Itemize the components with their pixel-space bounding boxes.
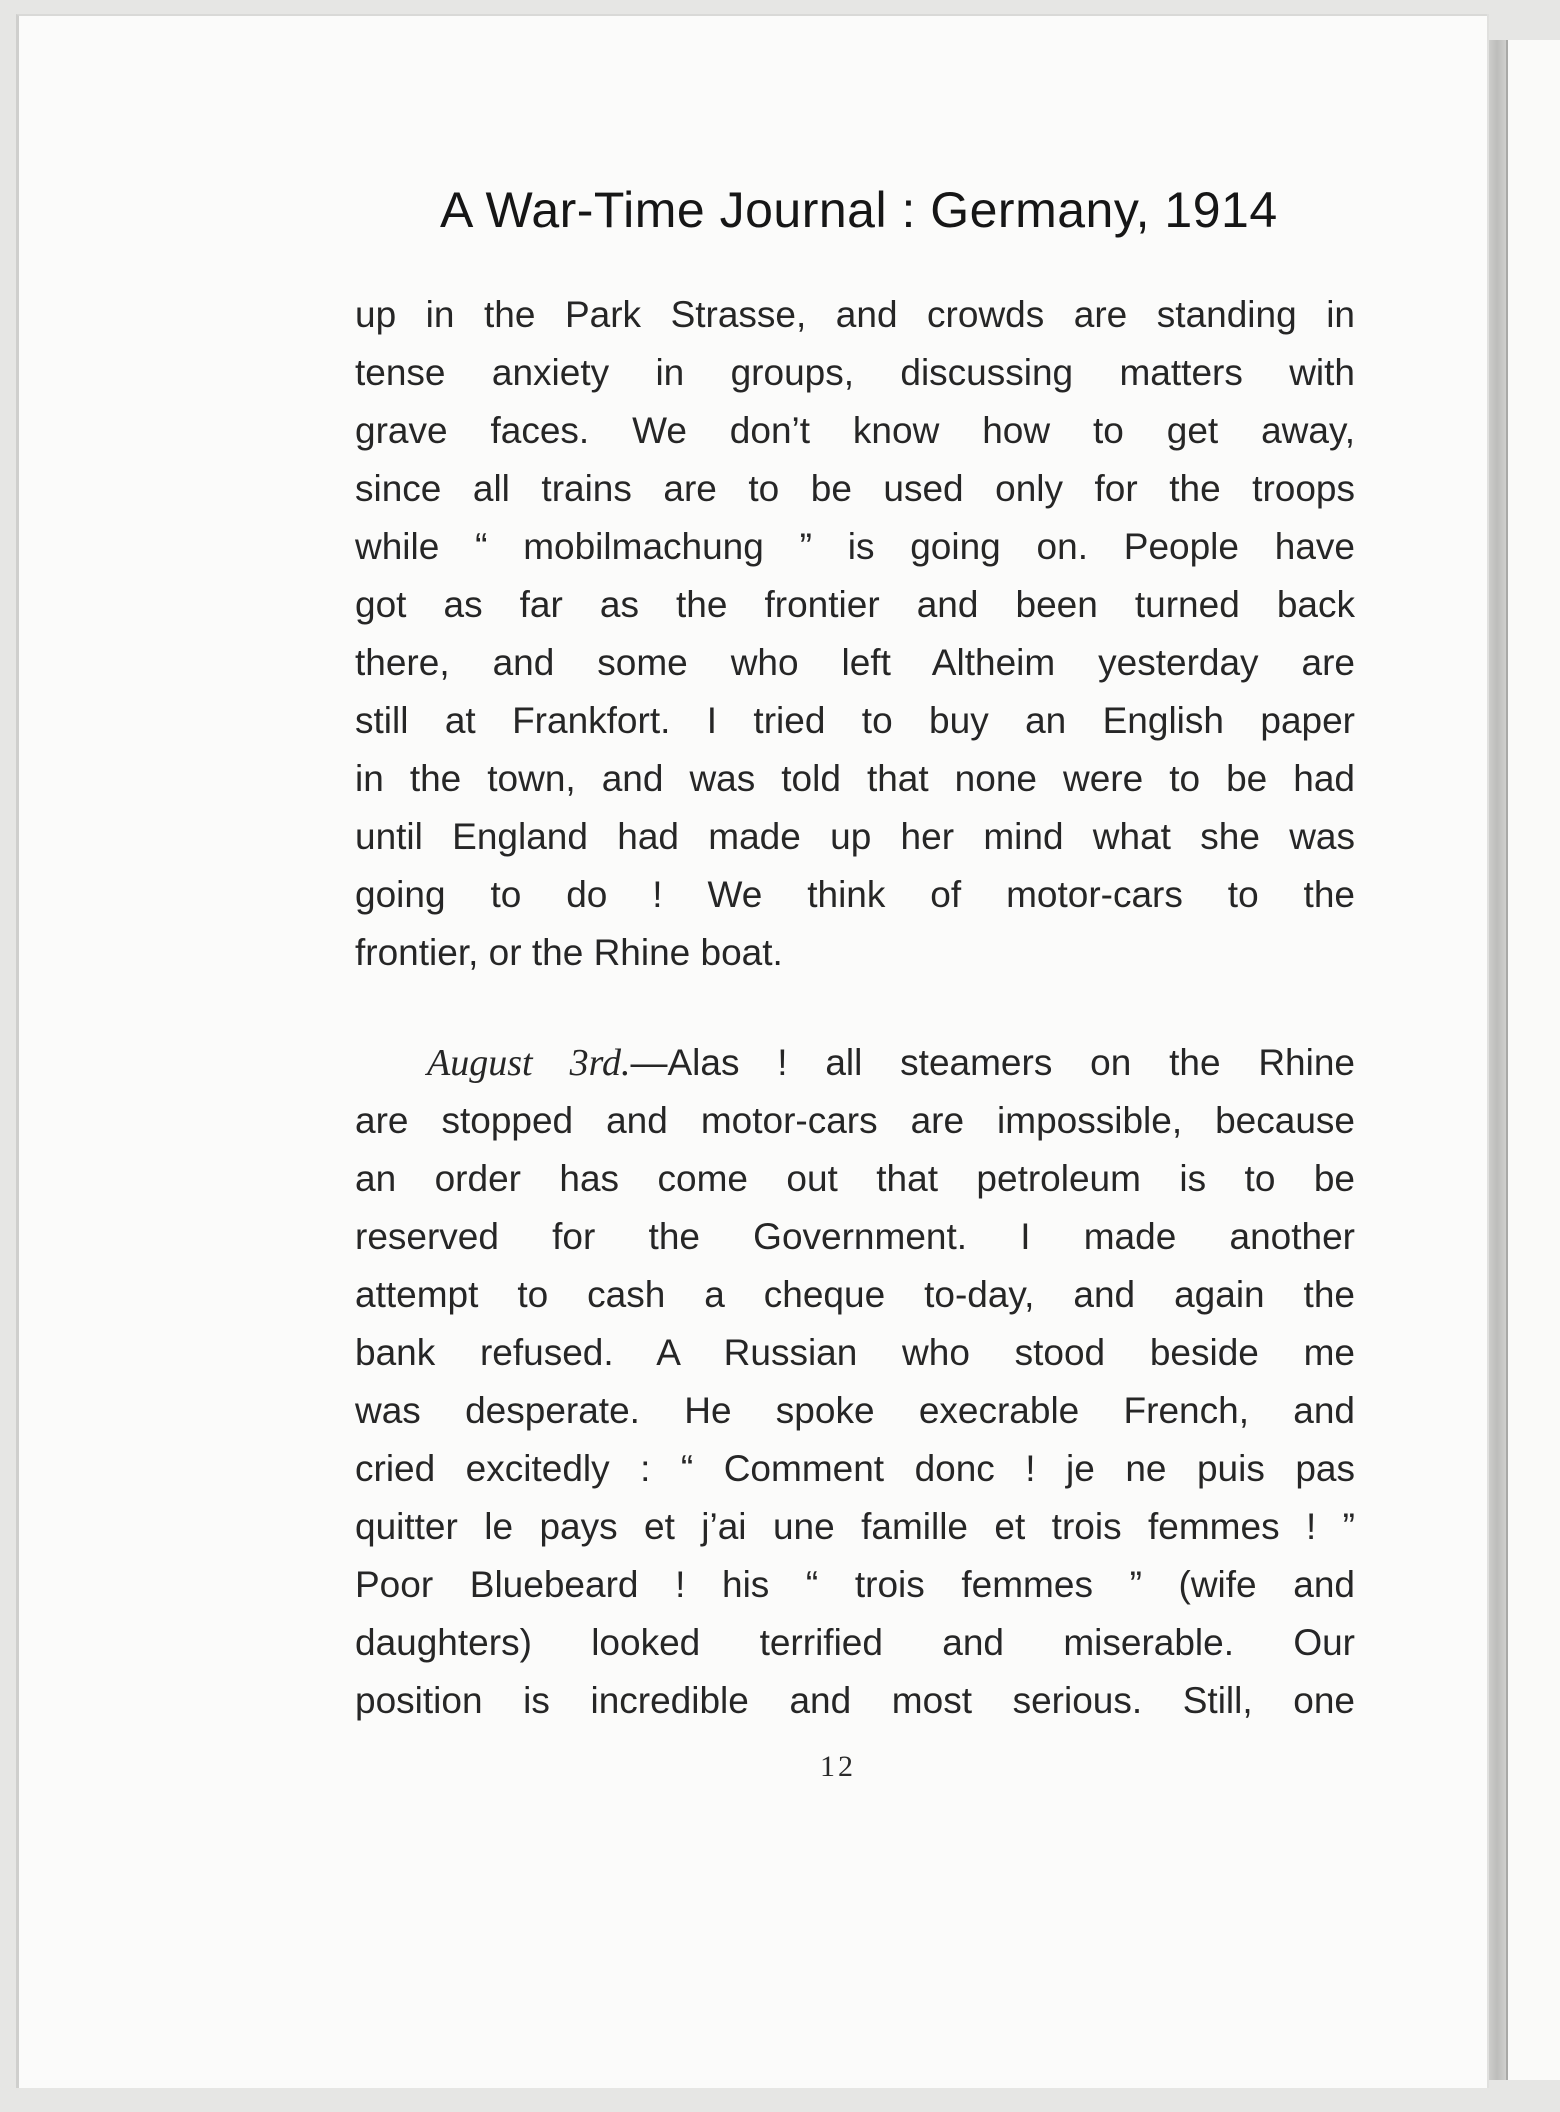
text-line: attempt to cash a cheque to-day, and again the	[355, 1274, 1355, 1315]
text-line: since all trains are to be used only for the troops	[355, 468, 1355, 509]
text-line: until England had made up her mind what she was	[355, 816, 1355, 857]
text-line-first	[355, 1034, 1355, 1092]
text-line: was desperate. He spoke execrable French, and	[355, 1390, 1355, 1431]
text-line: cried excitedly : “ Comment donc ! je ne puis pas	[355, 1448, 1355, 1489]
paragraph-2	[355, 1034, 1355, 1730]
text-line: Poor Bluebeard ! his “ trois femmes ” (wife and	[355, 1564, 1355, 1605]
text-line: reserved for the Government. I made another	[355, 1216, 1355, 1257]
text-line: still at Frankfort. I tried to buy an English paper	[355, 700, 1355, 741]
text-line: quitter le pays et j’ai une famille et trois femmes ! ”	[355, 1506, 1355, 1547]
text-line: there, and some who left Altheim yesterday are	[355, 642, 1355, 683]
running-head: A War-Time Journal : Germany, 1914	[440, 182, 1278, 238]
paragraph-1	[355, 286, 1355, 982]
entry-date: August 3rd.	[427, 1042, 631, 1084]
gutter-shadow	[1484, 40, 1506, 2080]
text-line: in the town, and was told that none were to be had	[355, 758, 1355, 799]
text-line: tense anxiety in groups, discussing matters with	[355, 352, 1355, 393]
text-line: up in the Park Strasse, and crowds are standing in	[355, 294, 1355, 335]
text-line: position is incredible and most serious. Still, one	[355, 1680, 1355, 1721]
text-line: are stopped and motor-cars are impossible, because	[355, 1100, 1355, 1141]
text-line: going to do ! We think of motor-cars to the	[355, 874, 1355, 915]
text-line: frontier, or the Rhine boat.	[355, 932, 783, 973]
facing-page-edge	[1506, 40, 1560, 2080]
text-line: while “ mobilmachung ” is going on. People have	[355, 526, 1355, 567]
text-line: an order has come out that petroleum is to be	[355, 1158, 1355, 1199]
text-line: grave faces. We don’t know how to get away,	[355, 410, 1355, 451]
text-line: got as far as the frontier and been turned back	[355, 584, 1355, 625]
text-line: bank refused. A Russian who stood beside me	[355, 1332, 1355, 1373]
text-line: daughters) looked terrified and miserable. Our	[355, 1622, 1355, 1663]
entry-opening: —Alas ! all steamers on the Rhine	[630, 1042, 1356, 1083]
page-number: 12	[820, 1750, 856, 1783]
